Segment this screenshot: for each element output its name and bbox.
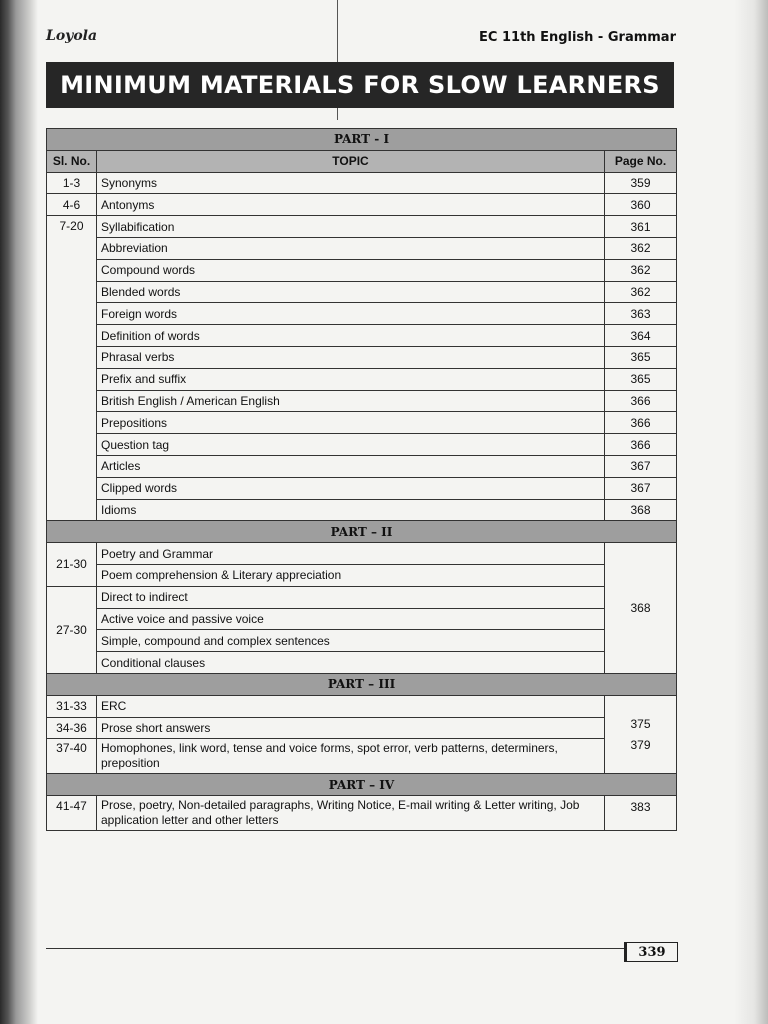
part-label: PART – III [47,673,677,695]
footer-rule [46,948,624,949]
table-row [47,564,677,586]
page-value: 379 [630,737,651,752]
sl-cell: 34-36 [47,717,97,739]
page-cell: 363 [605,303,677,325]
page-cell: 367 [605,455,677,477]
topic-cell: ERC [97,695,605,717]
col-header-sl: Sl. No. [47,150,97,172]
table-row [47,630,677,652]
table-row [47,412,677,434]
table-row [47,796,677,831]
page-cell: 362 [605,259,677,281]
table-row [47,608,677,630]
materials-table [46,128,677,831]
scan-right-edge [734,0,768,1024]
part-label: PART – II [47,521,677,543]
page-number: 339 [624,942,678,962]
page-value: 375 [630,716,651,731]
sl-cell: 4-6 [47,194,97,216]
part-header-row [47,673,677,695]
topic-cell: Syllabification [97,216,605,238]
table-row [47,652,677,674]
topic-cell: Abbreviation [97,237,605,259]
sl-cell: 7-20 [47,216,97,521]
scan-left-edge [0,0,38,1024]
sl-cell: 31-33 [47,695,97,717]
col-header-topic: TOPIC [97,150,605,172]
column-header-row [47,150,677,172]
topic-cell: Poem comprehension & Literary appreciation [97,564,605,586]
part-header-row [47,774,677,796]
table-row [47,194,677,216]
topic-cell: Poetry and Grammar [97,543,605,565]
table-row [47,303,677,325]
page-cell: 366 [605,434,677,456]
table-row [47,717,677,739]
page-cell: 361 [605,216,677,238]
topic-cell: Homophones, link word, tense and voice forms, spot error, verb patterns, determiners, preposition [97,739,605,774]
sl-cell: 21-30 [47,543,97,587]
topic-cell: Simple, compound and complex sentences [97,630,605,652]
table-row [47,739,677,774]
topic-cell: Direct to indirect [97,586,605,608]
table-row [47,695,677,717]
page-cell: 368 [605,543,677,674]
table-row [47,499,677,521]
topic-cell: Articles [97,455,605,477]
table-row [47,434,677,456]
topic-cell: Clipped words [97,477,605,499]
topic-cell: Foreign words [97,303,605,325]
page-cell: 362 [605,237,677,259]
table-row [47,368,677,390]
col-header-page: Page No. [605,150,677,172]
sl-cell: 27-30 [47,586,97,673]
sl-cell: 1-3 [47,172,97,194]
page-cell: 383 [605,796,677,831]
table-row [47,281,677,303]
page-title-banner [46,62,674,108]
page-cell: 367 [605,477,677,499]
book-title: EC 11th English - Grammar [479,30,676,45]
sl-cell: 37-40 [47,739,97,774]
page-cell: 362 [605,281,677,303]
table-row [47,543,677,565]
topic-cell: Phrasal verbs [97,346,605,368]
part-header-row [47,129,677,151]
topic-cell: Prose short answers [97,717,605,739]
part-label: PART – IV [47,774,677,796]
topic-cell: Question tag [97,434,605,456]
sl-cell: 41-47 [47,796,97,831]
topic-cell: Definition of words [97,325,605,347]
table-row [47,237,677,259]
topic-cell: Synonyms [97,172,605,194]
page-cell [605,695,677,774]
topic-cell: Prepositions [97,412,605,434]
part-label: PART - I [47,129,677,151]
topic-cell: Blended words [97,281,605,303]
part-header-row [47,521,677,543]
topic-cell: Prose, poetry, Non-detailed paragraphs, Writing Notice, E-mail writing & Letter writing, Job application letter and other letters [97,796,605,831]
topic-cell: Compound words [97,259,605,281]
table-row [47,346,677,368]
page-cell: 365 [605,368,677,390]
page-cell: 366 [605,390,677,412]
topic-cell: Antonyms [97,194,605,216]
table-row [47,259,677,281]
page-cell: 359 [605,172,677,194]
topic-cell: Idioms [97,499,605,521]
table-row [47,586,677,608]
topic-cell: Active voice and passive voice [97,608,605,630]
topic-cell: British English / American English [97,390,605,412]
page-cell: 366 [605,412,677,434]
page-cell: 368 [605,499,677,521]
table-row [47,172,677,194]
publisher-logo: Loyola [46,28,98,44]
table-row [47,325,677,347]
page-title: MINIMUM MATERIALS FOR SLOW LEARNERS [60,71,660,99]
page-header [46,24,676,56]
topic-cell: Conditional clauses [97,652,605,674]
page-cell: 365 [605,346,677,368]
table-row [47,216,677,238]
page-cell: 360 [605,194,677,216]
table-row [47,455,677,477]
page-cell: 364 [605,325,677,347]
table-row [47,390,677,412]
table-row [47,477,677,499]
topic-cell: Prefix and suffix [97,368,605,390]
